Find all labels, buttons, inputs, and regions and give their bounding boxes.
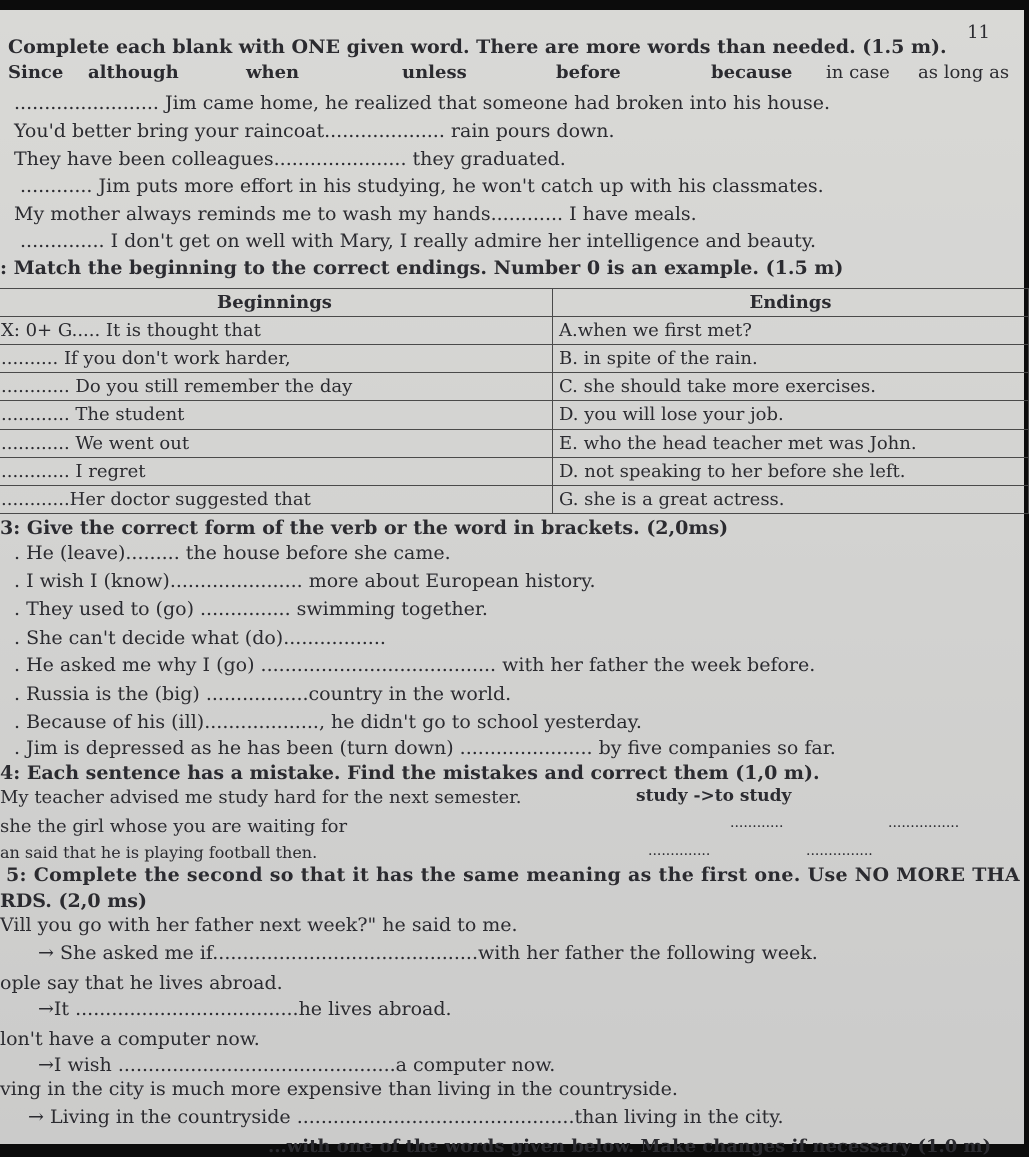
table-row (0, 485, 1029, 513)
section5-instruction-cont: RDS. (2,0 ms) (0, 890, 147, 912)
section2-instruction: : Match the beginning to the correct endings. Number 0 is an example. (1.5 m) (0, 257, 844, 279)
section5-prompt: ving in the city is much more expensive than living in the countryside. (0, 1078, 678, 1100)
section3-item: . Russia is the (big) .................country in the world. (14, 683, 512, 705)
beginning-cell: ............ The student (0, 401, 553, 429)
ending-cell: A.when we first met? (553, 317, 1029, 345)
section5-prompt: Vill you go with her father next week?" he said to me. (0, 914, 518, 936)
ending-cell: D. not speaking to her before she left. (553, 457, 1029, 485)
section5-rewrite: →It .....................................he lives abroad. (38, 998, 452, 1020)
word-bank-item: Since (8, 62, 64, 83)
section6-instruction-cutoff: ...with one of the words given below. Make changes if necessary (1.0 m) (268, 1136, 992, 1157)
answer-blank: ............... (806, 843, 873, 859)
word-bank-item: unless (402, 62, 467, 83)
worksheet-page (0, 10, 1024, 1157)
endings-header: Endings (553, 289, 1029, 317)
section4-example-answer: study ->to study (636, 786, 792, 806)
beginning-cell: X: 0+ G..... It is thought that (0, 317, 553, 345)
section3-item: . Jim is depressed as he has been (turn down) ...................... by five companies so far. (14, 737, 836, 759)
beginning-cell: ............ Do you still remember the day (0, 373, 553, 401)
beginning-cell: ............ We went out (0, 429, 553, 457)
section4-item: My teacher advised me study hard for the next semester. (0, 787, 522, 808)
table-row (0, 373, 1029, 401)
section3-item: . I wish I (know)...................... more about European history. (14, 570, 596, 592)
word-bank-item: as long as (918, 62, 1010, 83)
section5-rewrite: → She asked me if............................................with her father the following week. (38, 942, 818, 964)
ending-cell: C. she should take more exercises. (553, 373, 1029, 401)
ending-cell: E. who the head teacher met was John. (553, 429, 1029, 457)
ending-cell: G. she is a great actress. (553, 485, 1029, 513)
section4-item: she the girl whose you are waiting for (0, 816, 348, 837)
section4-item: an said that he is playing football then. (0, 843, 318, 862)
answer-blank: .............. (648, 843, 711, 859)
section3-item: . They used to (go) ............... swimming together. (14, 598, 488, 620)
beginning-cell: .......... If you don't work harder, (0, 345, 553, 373)
beginning-cell: ............ I regret (0, 457, 553, 485)
beginnings-header: Beginnings (0, 289, 553, 317)
section3-item: . He (leave)......... the house before she came. (14, 542, 451, 564)
page-number: 11 (967, 22, 990, 43)
word-bank-item: before (556, 62, 621, 83)
word-bank-item: because (711, 62, 793, 83)
beginning-cell: ............Her doctor suggested that (0, 485, 553, 513)
table-row (0, 401, 1029, 429)
word-bank-item: in case (826, 62, 890, 83)
word-bank-item: when (246, 62, 300, 83)
section1-item: They have been colleagues...................... they graduated. (14, 148, 566, 170)
section5-prompt: ople say that he lives abroad. (0, 972, 283, 994)
section5-rewrite: →I wish ..............................................a computer now. (38, 1054, 556, 1076)
section3-item: . He asked me why I (go) ....................................... with her father the week before. (14, 654, 816, 676)
section1-item: ............ Jim puts more effort in his studying, he won't catch up with his classmates. (20, 175, 824, 197)
section5-instruction: 5: Complete the second so that it has the same meaning as the first one. Use NO MORE THA (6, 864, 1020, 886)
section1-item: ........................ Jim came home, he realized that someone had broken into his house. (14, 92, 831, 114)
section4-instruction: 4: Each sentence has a mistake. Find the mistakes and correct them (1,0 m). (0, 762, 820, 784)
section1-item: My mother always reminds me to wash my hands............ I have meals. (14, 203, 697, 225)
section1-item: You'd better bring your raincoat.................... rain pours down. (14, 120, 615, 142)
ending-cell: D. you will lose your job. (553, 401, 1029, 429)
section1-item: .............. I don't get on well with Mary, I really admire her intelligence and beauty. (20, 230, 817, 252)
table-row (0, 317, 1029, 345)
matching-table (0, 288, 1029, 514)
section3-item: . Because of his (ill)..................., he didn't go to school yesterday. (14, 711, 642, 733)
table-row (0, 457, 1029, 485)
section3-item: . She can't decide what (do)................. (14, 627, 386, 649)
ending-cell: B. in spite of the rain. (553, 345, 1029, 373)
answer-blank: ............ (730, 815, 784, 831)
answer-blank: ................ (888, 815, 960, 831)
section1-instruction: Complete each blank with ONE given word. There are more words than needed. (1.5 m). (8, 36, 947, 58)
section3-instruction: 3: Give the correct form of the verb or the word in brackets. (2,0ms) (0, 517, 729, 539)
section5-rewrite: → Living in the countryside ..............................................than living in the city. (28, 1106, 784, 1128)
table-row (0, 345, 1029, 373)
table-row (0, 429, 1029, 457)
word-bank-item: although (88, 62, 179, 83)
section5-prompt: lon't have a computer now. (0, 1028, 260, 1050)
